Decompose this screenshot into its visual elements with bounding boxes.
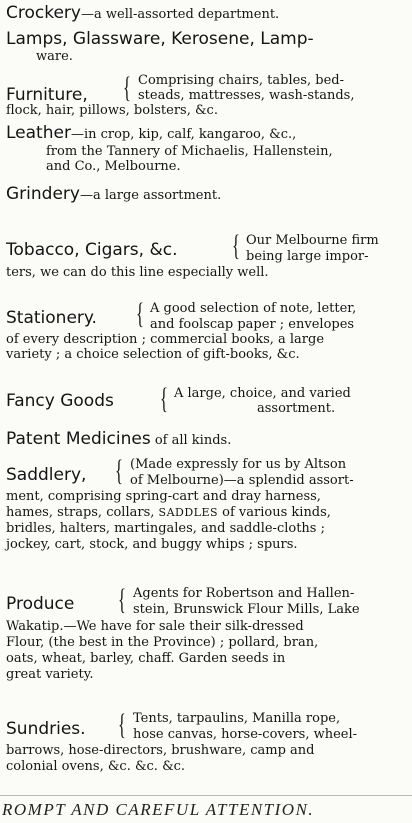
stationery-heading: Stationery.: [6, 308, 97, 328]
leather-line-2: from the Tannery of Michaelis, Hallenstein,: [46, 144, 333, 159]
tobacco-line-3: ters, we can do this line especially well.: [6, 265, 269, 280]
tobacco-brace: {: [232, 229, 240, 262]
saddlery-heading: Saddlery,: [6, 465, 87, 485]
patent-medicines-entry: [6, 430, 231, 449]
tobacco-heading: Tobacco, Cigars, &c.: [6, 240, 178, 260]
sundries-line-2: hose canvas, horse-covers, wheel-: [133, 727, 358, 742]
produce-line-1: Agents for Robertson and Hallen-: [133, 586, 355, 601]
saddlery-line-2: of Melbourne)—a splendid assort-: [130, 473, 354, 488]
produce-brace: {: [118, 583, 126, 616]
tobacco-line-2: being large impor-: [246, 249, 369, 264]
sundries-line-3: barrows, hose-directors, brushware, camp and: [6, 743, 315, 758]
fancy-goods-line-1: A large, choice, and varied: [174, 386, 351, 401]
sundries-line-4: colonial ovens, &c. &c. &c.: [6, 759, 186, 774]
sundries-brace: {: [118, 708, 126, 741]
saddlery-line-5: bridles, halters, martingales, and saddle-cloths ;: [6, 521, 325, 536]
patent-medicines-text: of all kinds.: [150, 433, 232, 448]
leather-entry: [6, 124, 296, 143]
saddlery-line-3: ment, comprising spring-cart and dray harness,: [6, 489, 321, 504]
produce-heading: Produce: [6, 594, 75, 614]
grindery-entry: [6, 185, 221, 204]
stationery-line-1: A good selection of note, letter,: [150, 301, 357, 316]
furniture-brace: {: [123, 71, 131, 104]
crockery-text: —a well-assorted department.: [80, 7, 280, 22]
divider-rule: [0, 795, 412, 796]
footer-text: ROMPT AND CAREFUL ATTENTION.: [2, 800, 315, 819]
produce-line-2: stein, Brunswick Flour Mills, Lake: [133, 602, 360, 617]
furniture-line-2: steads, mattresses, wash-stands,: [138, 88, 355, 103]
leather-line-3: and Co., Melbourne.: [46, 159, 181, 174]
furniture-line-3: flock, hair, pillows, bolsters, &c.: [6, 103, 218, 118]
saddlery-brace: {: [115, 454, 123, 487]
produce-line-3: Wakatip.—We have for sale their silk-dressed: [6, 619, 304, 634]
stationery-brace: {: [136, 297, 144, 330]
saddlery-line-4-start: hames, straps, collars,: [6, 505, 159, 520]
saddlery-line-4: [6, 506, 331, 520]
saddlery-line-1: (Made expressly for us by Altson: [130, 457, 347, 472]
fancy-goods-brace: {: [160, 382, 168, 415]
stationery-line-3: of every description ; commercial books, a large: [6, 332, 325, 347]
fancy-goods-line-2: assortment.: [257, 401, 336, 416]
crockery-entry: [6, 4, 279, 23]
stationery-line-2: and foolscap paper ; envelopes: [150, 317, 355, 332]
produce-line-4: Flour, (the best in the Province) ; pollard, bran,: [6, 635, 319, 650]
fancy-goods-heading: Fancy Goods: [6, 391, 114, 411]
lamps-heading: Lamps, Glassware, Kerosene, Lamp-: [6, 29, 314, 49]
produce-line-6: great variety.: [6, 667, 94, 682]
lamps-heading-cont: ware.: [36, 49, 73, 64]
furniture-heading: Furniture,: [6, 85, 88, 105]
patent-medicines-heading: Patent Medicines: [6, 429, 151, 449]
furniture-line-1: Comprising chairs, tables, bed-: [138, 73, 344, 88]
tobacco-line-1: Our Melbourne firm: [246, 233, 379, 248]
leather-line-1: —in crop, kip, calf, kangaroo, &c.,: [70, 127, 297, 142]
produce-line-5: oats, wheat, barley, chaff. Garden seeds in: [6, 651, 286, 666]
saddlery-line-4-caps: SADDLES: [158, 506, 219, 519]
saddlery-line-6: jockey, cart, stock, and buggy whips ; spurs.: [6, 537, 298, 552]
leather-heading: Leather: [6, 123, 71, 143]
crockery-heading: Crockery: [6, 3, 81, 23]
sundries-heading: Sundries.: [6, 719, 86, 739]
grindery-text: —a large assortment.: [79, 188, 222, 203]
grindery-heading: Grindery: [6, 184, 80, 204]
stationery-line-4: variety ; a choice selection of gift-books, &c.: [6, 347, 300, 362]
sundries-line-1: Tents, tarpaulins, Manilla rope,: [133, 711, 341, 726]
saddlery-line-4-end: of various kinds,: [218, 505, 331, 520]
